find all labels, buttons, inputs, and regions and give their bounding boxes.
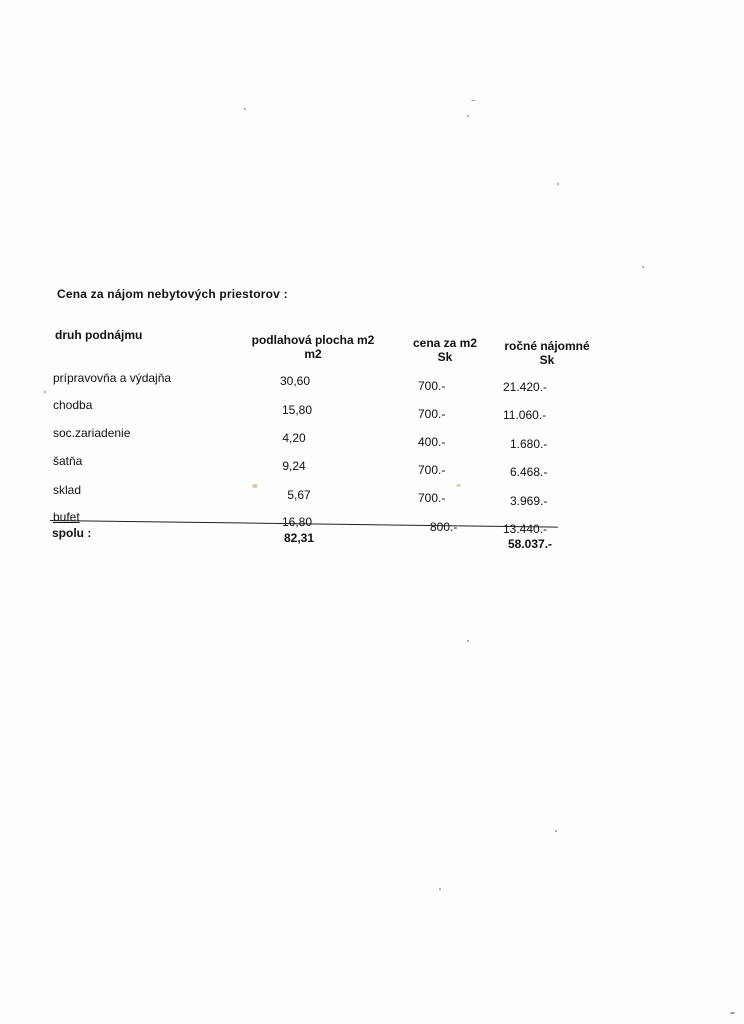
row-area: 5,67	[287, 488, 311, 502]
row-type: sklad	[53, 483, 82, 497]
row-price: 700.-	[418, 491, 446, 505]
row-area: 16,80	[281, 515, 313, 529]
scan-speck	[642, 266, 644, 268]
scan-speck	[467, 115, 469, 117]
scan-speck	[244, 108, 246, 110]
row-annual: 13.440.-	[503, 522, 548, 536]
row-annual: 21.420.-	[503, 380, 548, 394]
document-title: Cena za nájom nebytových priestorov :	[57, 287, 288, 301]
scan-speck	[439, 888, 441, 890]
scan-speck	[730, 1012, 735, 1014]
header-annual-rent: ročné nájomné Sk	[504, 339, 590, 367]
table-row	[0, 454, 744, 479]
row-price: 400.-	[418, 435, 446, 449]
row-price: 700.-	[418, 379, 446, 393]
row-type: bufet	[53, 510, 80, 524]
row-area: 15,80	[281, 403, 313, 417]
row-annual: 11.060.-	[503, 408, 547, 422]
row-annual: 6.468.-	[510, 465, 548, 479]
row-price: 700.-	[418, 463, 446, 477]
row-type: prípravovňa a výdajňa	[53, 371, 172, 385]
table-row	[0, 371, 744, 394]
header-floor-area: podlahová plocha m2 m2	[251, 333, 375, 361]
scan-speck	[44, 391, 46, 393]
row-type: šatňa	[53, 454, 83, 468]
totals-area: 82,31	[284, 531, 315, 545]
scan-speck	[555, 830, 557, 832]
row-area: 4,20	[282, 431, 306, 445]
scan-speck	[471, 100, 475, 101]
scan-speck	[456, 484, 461, 487]
row-annual: 1.680.-	[510, 437, 548, 451]
row-area: 30,60	[279, 374, 311, 388]
totals-annual: 58.037.-	[508, 537, 553, 551]
row-type: chodba	[53, 398, 93, 412]
row-area: 9,24	[282, 459, 306, 473]
table-row	[0, 398, 744, 422]
table-row	[0, 483, 744, 508]
scan-speck	[467, 640, 469, 642]
row-annual: 3.969.-	[510, 494, 548, 508]
table-row	[0, 426, 744, 451]
row-price: 800.-	[430, 520, 458, 534]
header-rental-type: druh podnájmu	[55, 328, 143, 342]
scan-speck	[252, 484, 258, 488]
row-type: soc.zariadenie	[53, 426, 131, 440]
totals-label: spolu :	[52, 526, 92, 540]
row-price: 700.-	[418, 407, 446, 421]
totals-row	[0, 526, 744, 551]
header-price-per-m2: cena za m2 Sk	[412, 336, 478, 364]
scan-speck	[557, 183, 559, 185]
